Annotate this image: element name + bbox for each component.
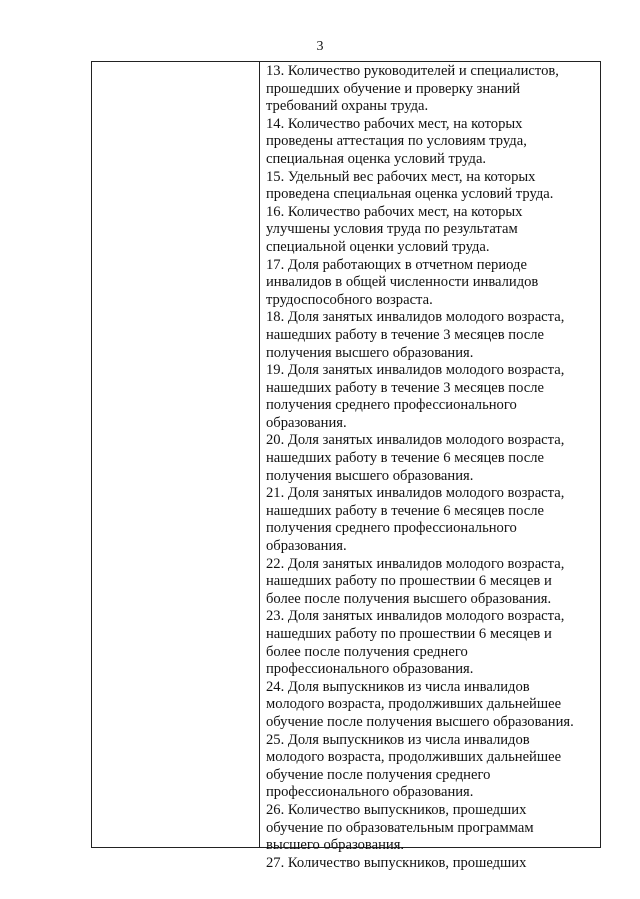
indicator-text-line: нашедших работу по прошествии 6 месяцев и: [266, 573, 552, 590]
indicator-text-line: получения среднего профессионального: [266, 520, 517, 537]
indicator-text-line: образования.: [266, 538, 347, 555]
indicator-text-line: 27. Количество выпускников, прошедших: [266, 854, 527, 871]
indicator-text-line: профессионального образования.: [266, 661, 474, 678]
indicator-text-line: обучение после получения среднего: [266, 766, 491, 783]
table-right-column: [266, 63, 600, 872]
indicator-text-line: молодого возраста, продолживших дальнейшее: [266, 696, 562, 713]
indicator-text-line: трудоспособного возраста.: [266, 291, 433, 308]
indicator-text-line: высшего образования.: [266, 837, 405, 854]
indicator-text-line: 20. Доля занятых инвалидов молодого возраста,: [266, 432, 565, 449]
indicator-text-line: 15. Удельный вес рабочих мест, на которых: [266, 168, 536, 185]
indicator-text-line: проведены аттестация по условиям труда,: [266, 133, 527, 150]
indicator-text-line: 17. Доля работающих в отчетном периоде: [266, 256, 527, 273]
indicator-text-line: нашедших работу по прошествии 6 месяцев и: [266, 626, 552, 642]
indicator-text-line: 19. Доля занятых инвалидов молодого возраста,: [266, 362, 565, 379]
indicator-text-line: проведена специальная оценка условий труда.: [266, 186, 554, 203]
indicator-text-line: более после получения среднего: [266, 643, 468, 660]
indicator-text-line: обучение после получения высшего образования.: [266, 713, 574, 730]
indicator-text-line: инвалидов в общей численности инвалидов: [266, 274, 539, 291]
indicator-text-line: 14. Количество рабочих мест, на которых: [266, 115, 523, 132]
indicator-text-line: 22. Доля занятых инвалидов молодого возраста,: [266, 555, 565, 572]
indicator-text-line: более после получения высшего образования.: [266, 590, 552, 607]
indicator-text-line: 24. Доля выпускников из числа инвалидов: [266, 678, 530, 695]
indicator-table: [91, 61, 601, 871]
indicator-text-line: получения высшего образования.: [266, 344, 474, 361]
indicator-text-line: нашедших работу в течение 3 месяцев после: [266, 326, 545, 343]
indicator-text-line: 25. Доля выпускников из числа инвалидов: [266, 731, 530, 748]
indicator-text-line: специальная оценка условий труда.: [266, 150, 487, 167]
indicator-text-line: нашедших работу в течение 3 месяцев после: [266, 379, 545, 396]
indicator-text-line: молодого возраста, продолживших дальнейшее: [266, 749, 562, 766]
indicator-text-line: 26. Количество выпускников, прошедших: [266, 801, 527, 818]
indicator-text-line: 13. Количество руководителей и специалистов,: [266, 63, 559, 79]
indicator-text-line: улучшены условия труда по результатам: [266, 221, 518, 238]
indicator-text-line: получения среднего профессионального: [266, 397, 517, 414]
indicator-text-line: требований охраны труда.: [266, 98, 429, 115]
page-number: 3: [316, 39, 324, 54]
indicator-text-line: профессионального образования.: [266, 784, 474, 801]
indicator-text-line: прошедших обучение и проверку знаний: [266, 80, 521, 97]
indicator-text-line: 21. Доля занятых инвалидов молодого возраста,: [266, 485, 565, 502]
indicator-text-line: 23. Доля занятых инвалидов молодого возраста,: [266, 608, 565, 625]
indicator-text-line: нашедших работу в течение 6 месяцев после: [266, 502, 545, 519]
indicator-text-line: нашедших работу в течение 6 месяцев после: [266, 450, 545, 467]
indicator-text-line: получения высшего образования.: [266, 467, 474, 484]
indicator-text-line: образования.: [266, 414, 347, 431]
table-left-column: [92, 62, 260, 847]
indicator-text-line: 16. Количество рабочих мест, на которых: [266, 203, 523, 220]
indicator-text-line: 18. Доля занятых инвалидов молодого возраста,: [266, 309, 565, 326]
indicator-text-line: специальной оценки условий труда.: [266, 238, 490, 255]
indicator-text-line: обучение по образовательным программам: [266, 819, 534, 836]
